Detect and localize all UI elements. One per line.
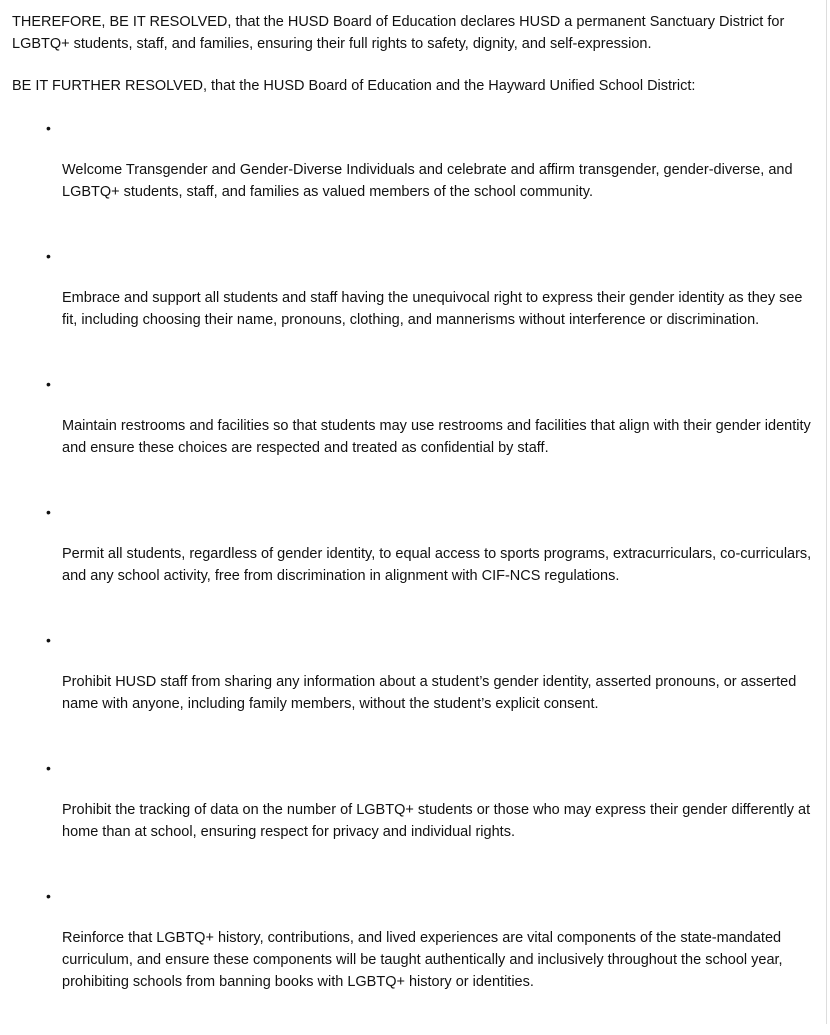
resolution-document <box>12 11 818 1035</box>
list-item-text: Welcome Transgender and Gender-Diverse Individuals and celebrate and affirm transgender, gender-diverse, and LGBTQ+ students, staff, and families as valued members of the school community. <box>62 162 793 200</box>
list-item <box>12 245 818 331</box>
list-item-text: Maintain restrooms and facilities so that students may use restrooms and facilities that align with their gender identity and ensure these choices are respected and treated as confidential by staff. <box>62 418 811 456</box>
list-item <box>12 885 818 993</box>
list-item-text: Embrace and support all students and staff having the unequivocal right to express their gender identity as they see fit, including choosing their name, pronouns, clothing, and mannerisms without interference or discrimination. <box>62 290 803 328</box>
bullet-icon: • <box>46 376 51 392</box>
bullet-icon: • <box>46 120 51 136</box>
list-item <box>12 373 818 459</box>
bullet-icon: • <box>46 504 51 520</box>
further-resolved-paragraph: BE IT FURTHER RESOLVED, that the HUSD Board of Education and the Hayward Unified School District: <box>12 78 696 94</box>
list-item <box>12 757 818 843</box>
page-border <box>826 0 827 1024</box>
list-item-text: Reinforce that LGBTQ+ history, contributions, and lived experiences are vital components of the state-mandated curriculum, and ensure these components will be taught authentically and inclusively throughout the school year, prohibiting schools from banning books with LGBTQ+ history or identities. <box>62 930 783 990</box>
resolved-paragraph: THEREFORE, BE IT RESOLVED, that the HUSD Board of Education declares HUSD a permanent Sanctuary District for LGBTQ+ students, staff, and families, ensuring their full rights to safety, dignity, and self-expression. <box>12 14 785 52</box>
list-item <box>12 501 818 587</box>
bullet-icon: • <box>46 632 51 648</box>
bullet-icon: • <box>46 760 51 776</box>
list-item-text: Permit all students, regardless of gender identity, to equal access to sports programs, extracurriculars, co-curriculars, and any school activity, free from discrimination in alignment with CIF-NCS regulations. <box>62 546 812 584</box>
list-item <box>12 629 818 715</box>
resolution-list <box>12 117 818 993</box>
list-item-text: Prohibit the tracking of data on the number of LGBTQ+ students or those who may express their gender differently at home than at school, ensuring respect for privacy and individual rights. <box>62 802 811 840</box>
bullet-icon: • <box>46 248 51 264</box>
list-item-text: Prohibit HUSD staff from sharing any information about a student’s gender identity, asserted pronouns, or asserted name with anyone, including family members, without the student’s explicit consent. <box>62 674 797 712</box>
list-item <box>12 117 818 203</box>
bullet-icon: • <box>46 888 51 904</box>
